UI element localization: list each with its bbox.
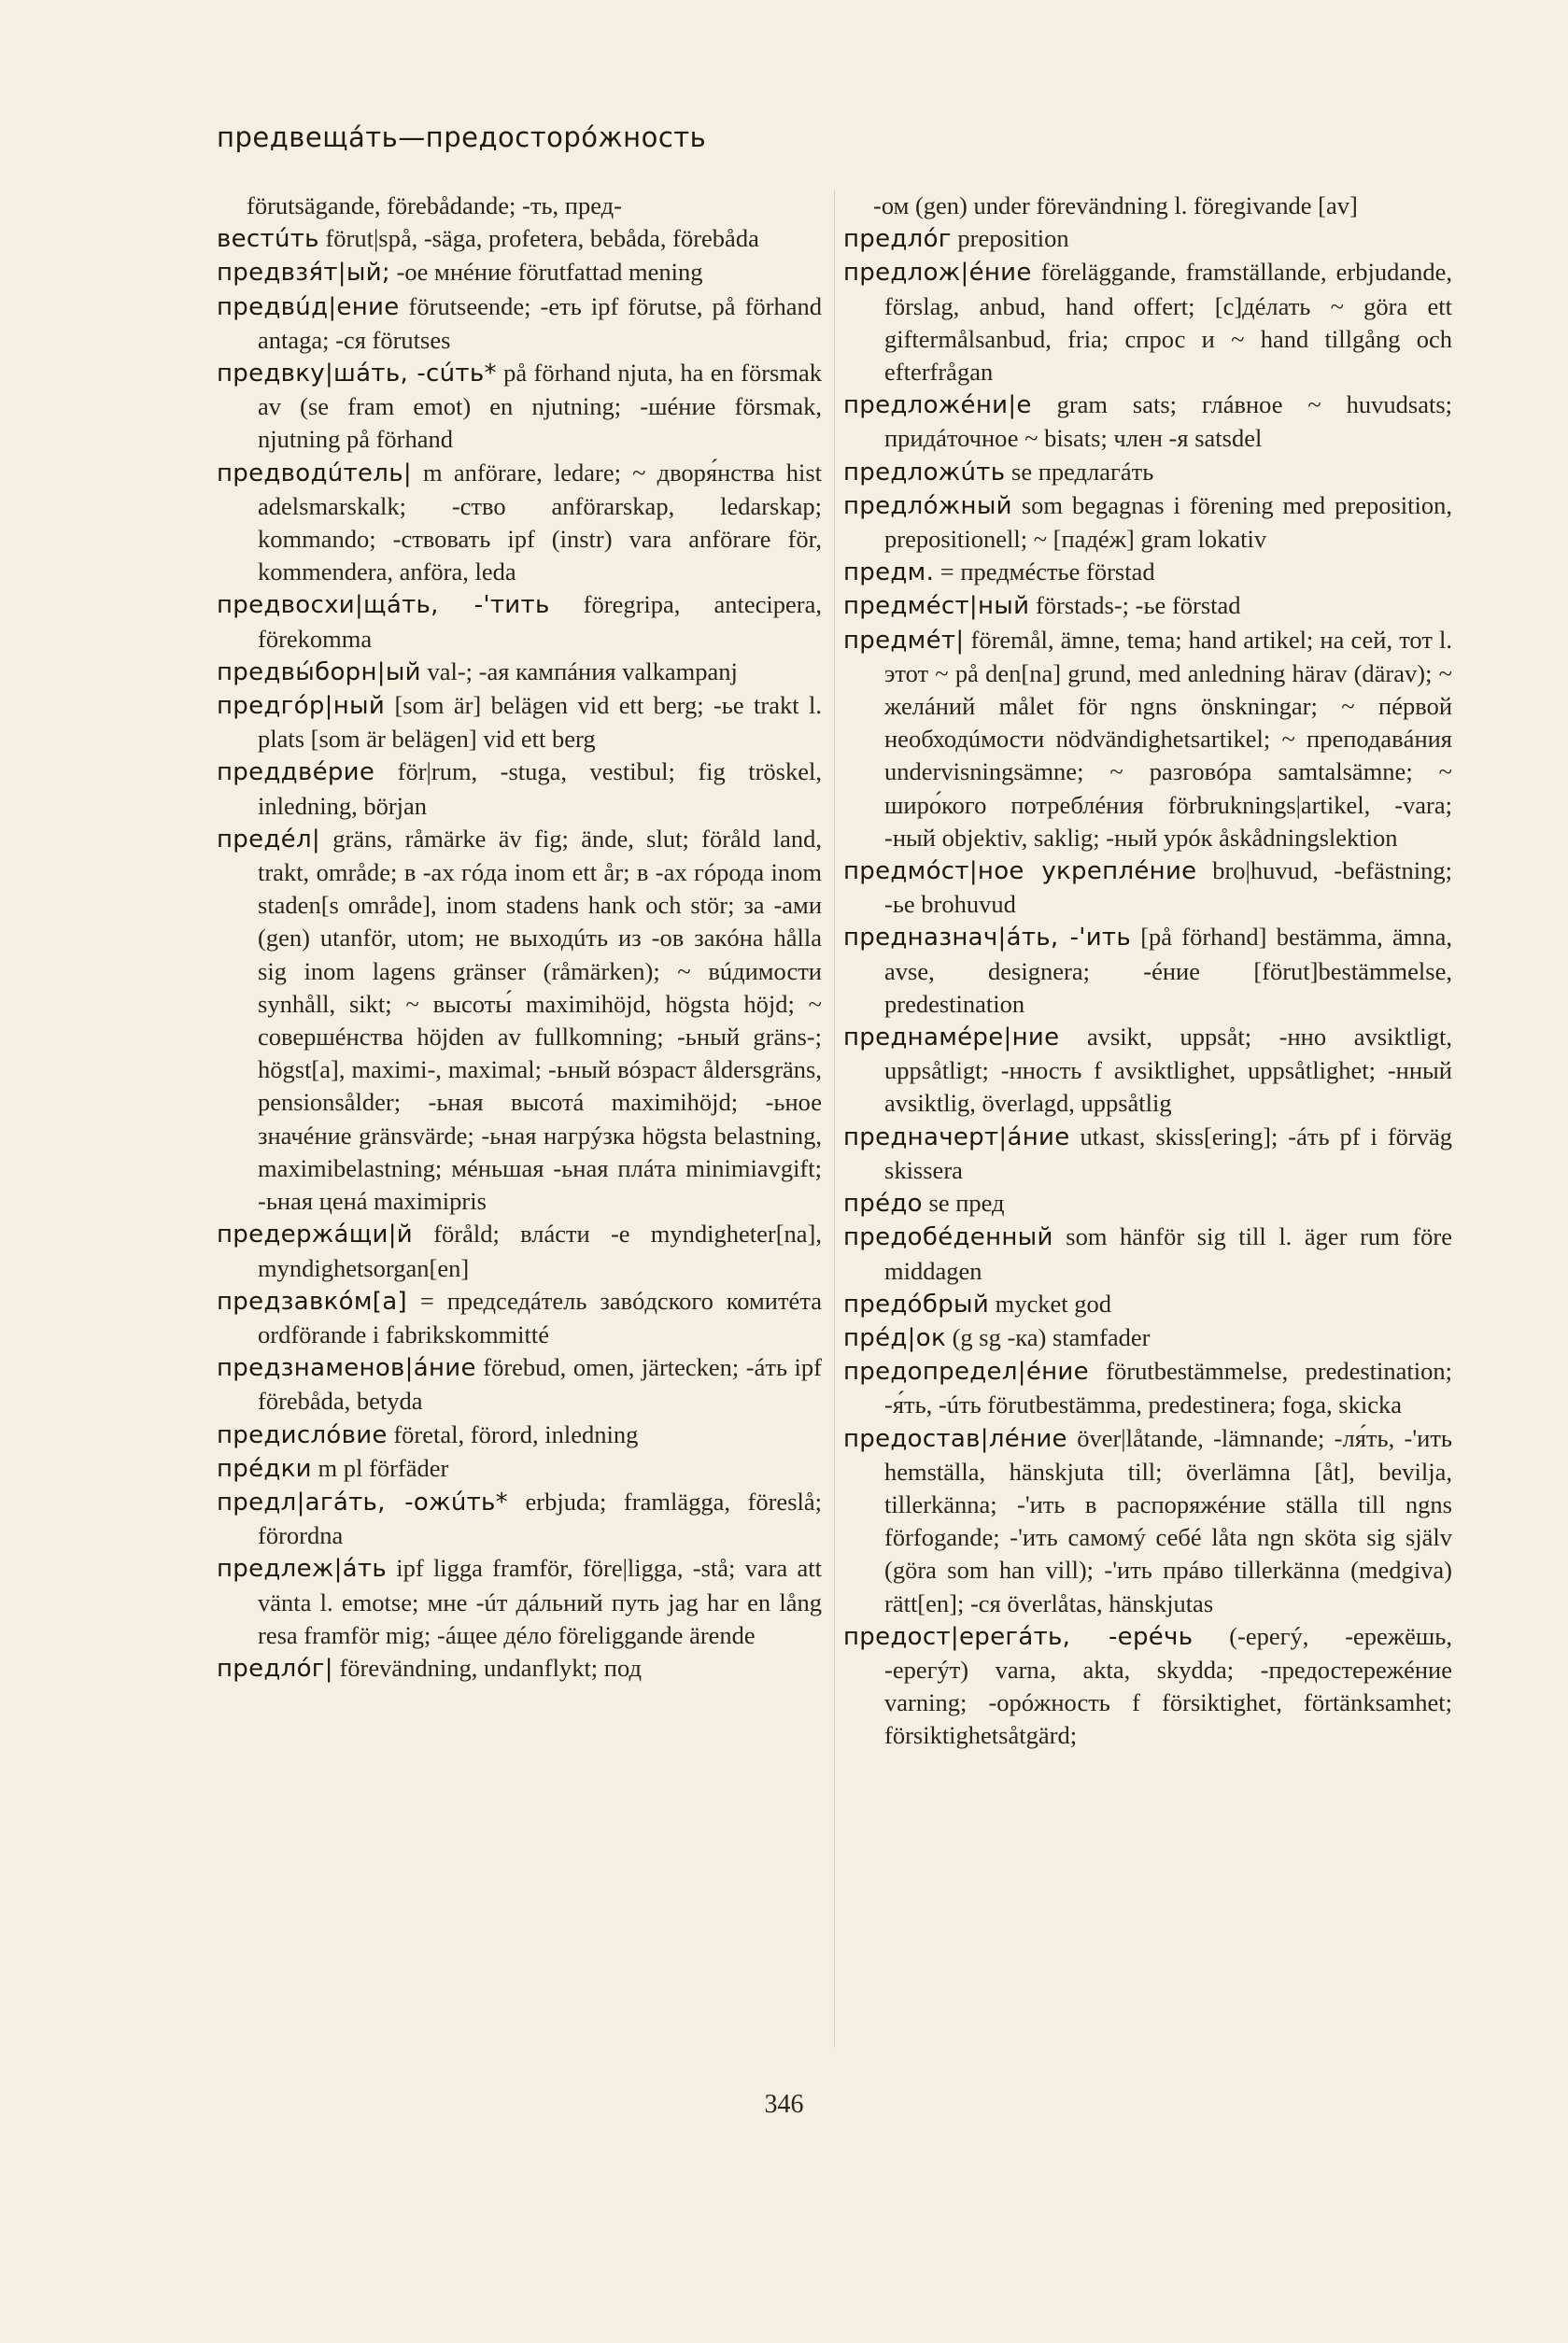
dictionary-entry <box>217 823 822 1218</box>
dictionary-entry <box>843 1422 1452 1620</box>
headword: предмéт| <box>843 626 965 655</box>
definition: ipf ligga framför, före|ligga, -stå; vara att vänta l. emotse; мне -úт дáльний путь jag har en lång resa framför mig; -áщее дéло föreliggande ärende <box>258 1554 822 1649</box>
headword: предвосхи|щáть, -'тить <box>217 591 550 620</box>
running-header: предвещáть—предосторóжность <box>217 121 707 153</box>
headword: предгóр|ный <box>217 692 386 721</box>
definition: (-ерегý, -ережёшь, -ерегýт) varna, akta, skydda; -предостережéние varning; -орóжность f försiktighet, förtänksamhet; försiktighetsåtgärd; <box>884 1621 1452 1750</box>
headword: преддвéрие <box>217 758 375 787</box>
headword: прéдо <box>843 1190 923 1219</box>
dictionary-entry <box>217 222 822 256</box>
headword: предлóг| <box>217 1654 333 1683</box>
headword: предложéни|е <box>843 391 1032 420</box>
definition: föregripa, antecipera, förekomma <box>258 590 822 653</box>
dictionary-entry <box>217 457 822 589</box>
definition: på förhand njuta, ha en försmak av (se fram emot) en njutning; -шéние försmak, njutning på förhand <box>258 359 822 454</box>
dictionary-entry <box>217 290 822 357</box>
definition: se предлагáть <box>1005 457 1154 486</box>
dictionary-entry <box>217 588 822 655</box>
dictionary-entry <box>843 456 1452 489</box>
definition: m pl förfäder <box>311 1453 449 1482</box>
definition: som hänför sig till l. äger rum före middagen <box>884 1222 1452 1285</box>
definition: = предмéстье förstad <box>934 558 1155 586</box>
dictionary-entry <box>843 1221 1452 1287</box>
definition: förutbestämmelse, predestination; -я́ть, -úть förutbestämma, predestinera; foga, skicka <box>884 1357 1452 1419</box>
headword: предм. <box>843 558 935 587</box>
dictionary-entry <box>217 1652 822 1686</box>
headword: предóбрый <box>843 1290 990 1319</box>
continued-entry <box>217 190 822 222</box>
definition: -oe мнéние förutfattad mening <box>389 258 703 287</box>
definition: [på förhand] bestämma, ämna, avse, designera; -éние [förut]bestämmelse, predestination <box>884 923 1452 1018</box>
definition: bro|huvud, -befästning; -ье brohuvud <box>884 856 1452 919</box>
headword: предисло́вие <box>217 1420 388 1449</box>
dictionary-entry <box>843 1021 1452 1121</box>
dictionary-entry <box>217 1552 822 1652</box>
definition: utkast, skiss[ering]; -áть pf i förväg skissera <box>884 1122 1452 1184</box>
dictionary-entry <box>217 1452 822 1486</box>
definition: som begagnas i förening med preposition, prepositionell; ~ [падéж] gram lokativ <box>884 490 1452 554</box>
dictionary-entry <box>843 256 1452 388</box>
definition: över|låtande, -lämnande; -ля́ть, -'ить hemställa, hänskjuta till; överlämna [åt], bevilja, tillerkänna; -'ить в распоряжéние ställa till ngns förfogande; -'ить самомý себé låta ngn sköta sig själv (göra som han vill); -'ить прáво tillerkänna (medgiva) rätt[en]; -ся överlåtas, hänskjutas <box>884 1423 1452 1617</box>
dictionary-entry <box>843 1187 1452 1221</box>
definition: gram sats; глáвное ~ huvudsats; придáточное ~ bisats; член -я satsdel <box>884 390 1452 453</box>
definition: förutseende; -еть ipf förutse, på förhand antaga; -ся förutses <box>258 291 822 354</box>
dictionary-entry <box>843 1321 1452 1355</box>
headword: предвку|шáть, -сúть* <box>217 360 497 388</box>
definition: erbjuda; framlägga, föreslå; förordna <box>258 1487 822 1550</box>
headword: предопредел|éние <box>843 1358 1089 1387</box>
definition: förutsägande, förebådande; -ть, пред- <box>247 191 622 219</box>
dictionary-entry <box>217 1419 822 1452</box>
definition: -ом (gen) under förevändning l. föregivande [av] <box>873 191 1358 219</box>
definition: m anförare, ledare; ~ дворя́нства hist adelsmarskalk; -ство anförarskap, ledarskap; kommando; -ствовать ipf (instr) vara anförare för, kommendera, anföra, leda <box>258 458 822 586</box>
headword: предлож|éние <box>843 259 1032 288</box>
definition: förevändning, undanflykt; под <box>332 1653 642 1682</box>
headword: предложúть <box>843 458 1006 487</box>
headword: предвúд|ение <box>217 292 400 321</box>
dictionary-entry <box>843 556 1452 589</box>
definition: val-; -ая кампáния valkampanj <box>420 656 738 685</box>
headword: предмéст|ный <box>843 592 1030 621</box>
dictionary-entry <box>217 755 822 822</box>
headword: предлóг <box>843 225 952 254</box>
dictionary-entry <box>843 388 1452 455</box>
headword: предвзя́т|ый; <box>217 259 390 288</box>
dictionary-entry <box>843 1620 1452 1753</box>
dictionary-entry <box>843 589 1452 623</box>
headword: предéл| <box>217 825 320 854</box>
headword: вестúть <box>217 225 319 254</box>
dictionary-entry <box>217 1218 822 1284</box>
left-column <box>217 190 822 1686</box>
definition: företal, förord, inledning <box>387 1419 639 1448</box>
definition: preposition <box>951 224 1069 253</box>
headword: предназнач|áть, -'ить <box>843 924 1131 953</box>
right-column <box>843 190 1452 1753</box>
dictionary-entry <box>843 222 1452 256</box>
definition: (g sg -ка) stamfader <box>945 1322 1151 1351</box>
continued-entry <box>843 190 1452 222</box>
headword: предлóжный <box>843 491 1012 520</box>
headword: предост|ерегáть, -ерéчь <box>843 1622 1194 1651</box>
headword: предостав|лéние <box>843 1424 1067 1453</box>
headword: предвы́борн|ый <box>217 657 421 686</box>
definition: föreläggande, framställande, erbjudande, förslag, anbud, hand offert; [с]дéлать ~ göra ett giftermålsanbud, fria; спрос и ~ hand tillgång och efterfrågan <box>884 258 1452 387</box>
headword: предмóст|ное укреплéние <box>843 857 1197 886</box>
definition: föremål, ämne, tema; hand artikel; на сей, тот l. этот ~ på den[na] grund, med anledning härav (därav); ~ желáний målet för ngns önskningar; ~ пéрвой необходúмости nödvändighetsartikel; ~ преподавáния undervisningsämne; ~ разговóра samtalsämne; ~ широ́кого потреблéния förbruknings|artikel, -vara; -ный objektiv, saklig; -ный урóк åskådningslektion <box>884 625 1452 852</box>
definition: = председáтель завóдского комитéта ordförande i fabrikskommitté <box>258 1286 822 1348</box>
headword: предзнаменов|áние <box>217 1354 476 1383</box>
dictionary-entry <box>217 1351 822 1418</box>
dictionary-entry <box>843 1355 1452 1421</box>
definition: se пред <box>922 1189 1005 1218</box>
dictionary-entry <box>843 1121 1452 1187</box>
definition: gräns, råmärke äv fig; ände, slut; föråld land, trakt, område; в -ах гóда inom ett år; в -ах гóрода inom staden[s område], inom stadens hank och stör; за -ами (gen) utanför, utom; не выходúть из -ов закóна hålla sig inom lagens gränser (råmärken); ~ вúдимости synhåll, sikt; ~ высоты́ maximihöjd, högsta höjd; ~ совершéнства höjden av fullkomning; -ьный gräns-; högst[a], maximi-, maximal; -ьный вóзраст åldersgräns, pensionsålder; -ьная высотá maximihöjd; -ьное значéние gränsvärde; -ьная нагрýзка högsta belastning, maximibelastning; мéньшая -ьная плáта minimiavgift; -ьная ценá maximipris <box>258 824 822 1216</box>
definition: förut|spå, -säga, profetera, bebåda, förebåda <box>318 224 759 253</box>
headword: предзавкóм[а] <box>217 1287 407 1316</box>
column-divider <box>834 190 835 2048</box>
headword: предводúтель| <box>217 459 412 487</box>
headword: предобéденный <box>843 1223 1053 1252</box>
dictionary-entry <box>843 489 1452 556</box>
dictionary-entry <box>217 357 822 457</box>
headword: пре́дки <box>217 1454 312 1483</box>
definition: mycket god <box>989 1289 1112 1318</box>
headword: преднамéре|ние <box>843 1023 1060 1052</box>
dictionary-entry <box>217 1486 822 1552</box>
dictionary-entry <box>843 624 1452 854</box>
dictionary-entry <box>217 1285 822 1351</box>
definition: föråld; влáсти -е myndigheter[na], myndighetsorgan[en] <box>258 1220 822 1282</box>
headword: прéд|ок <box>843 1323 946 1352</box>
definition: för|rum, -stuga, vestibul; fig tröskel, inledning, början <box>258 757 822 820</box>
headword: предлеж|áть <box>217 1555 387 1584</box>
dictionary-entry <box>843 921 1452 1021</box>
definition: [som är] belägen vid ett berg; -ье trakt l. plats [som är belägen] vid ett berg <box>258 691 822 754</box>
dictionary-entry <box>843 854 1452 921</box>
page-number: 346 <box>764 2090 804 2119</box>
dictionary-entry <box>843 1288 1452 1321</box>
headword: предл|агáть, -ожúть* <box>217 1488 508 1517</box>
definition: avsikt, uppsåt; -нно avsiktligt, uppsåtligt; -нность f avsiktlighet, uppsåtlighet; -нный avsiktlig, överlagd, uppsåtlig <box>884 1023 1452 1118</box>
definition: förstads-; -ье förstad <box>1029 591 1241 620</box>
headword: предержáщи|й <box>217 1221 413 1249</box>
headword: предначерт|áние <box>843 1122 1070 1151</box>
dictionary-entry <box>217 256 822 289</box>
definition: förebud, omen, järtecken; -áть ipf förebåda, betyda <box>258 1353 822 1416</box>
dictionary-entry <box>217 656 822 689</box>
dictionary-entry <box>217 689 822 755</box>
